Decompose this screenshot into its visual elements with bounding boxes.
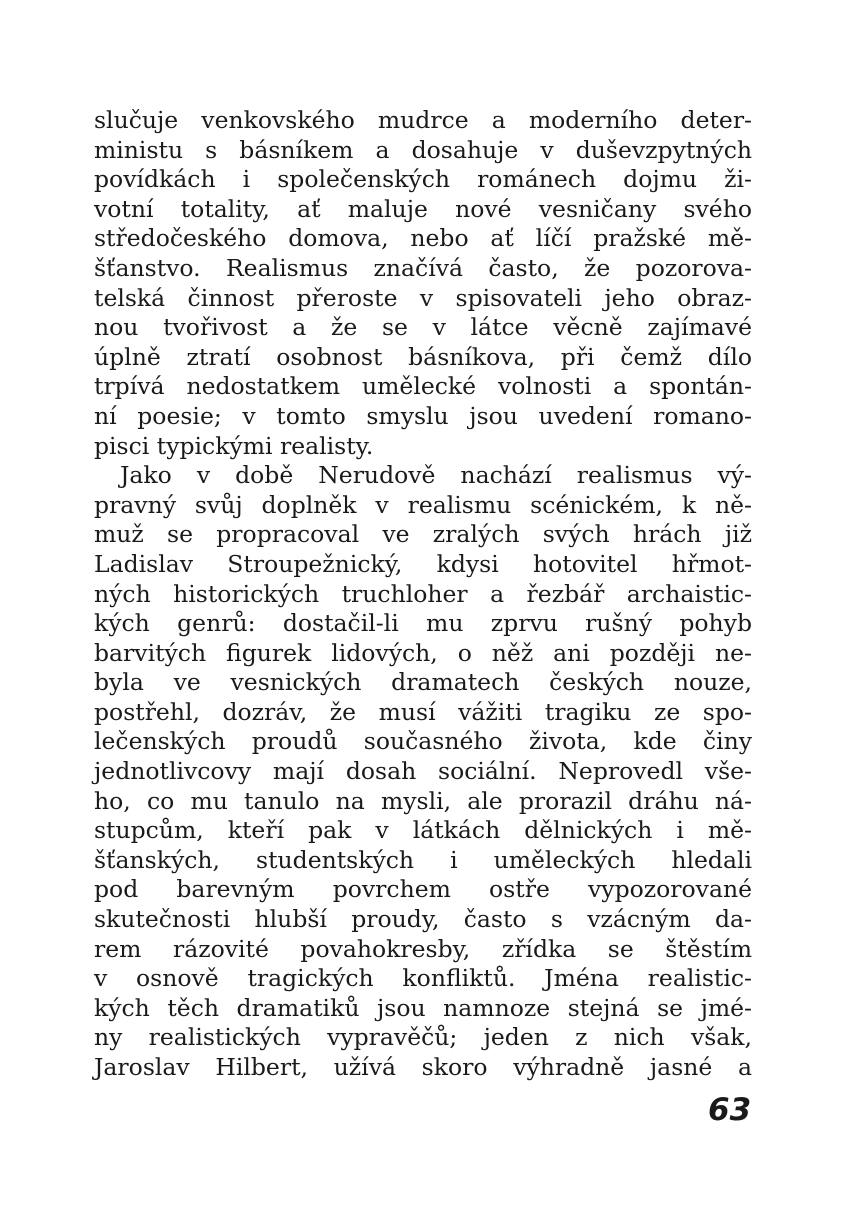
page-number: 63	[708, 1092, 752, 1128]
text-line: nou tvořivost a že se v látce věcně zajímavé	[94, 313, 752, 342]
text-line: Jaroslav Hilbert, užívá skoro výhradně jasné a	[94, 1053, 752, 1081]
text-line: muž se propracoval ve zralých svých hrách již	[94, 520, 752, 549]
text-line: postřehl, dozráv, že musí vážiti tragiku ze spo-	[94, 697, 752, 726]
text-line: stupcům, kteří pak v látkách dělnických i mě-	[94, 816, 752, 845]
body-text	[94, 106, 752, 1083]
text-line: Ladislav Stroupežnický, kdysi hotovitel hřmot-	[94, 549, 752, 578]
text-line: ministu s básníkem a dosahuje v duševzpytných	[94, 135, 752, 164]
text-line: votní totality, ať maluje nové vesničany svého	[94, 194, 752, 223]
text-line: slučuje venkovského mudrce a moderního deter-	[94, 106, 752, 134]
text-line: pravný svůj doplněk v realismu scénickém, k ně-	[94, 490, 752, 519]
text-line: rem rázovité povahokresby, zřídka se štěstím	[94, 934, 752, 963]
text-line: šťanstvo. Realismus značívá často, že pozorova-	[94, 253, 752, 282]
text-line: povídkách i společenských románech dojmu ži-	[94, 165, 752, 194]
text-line: byla ve vesnických dramatech českých nouze,	[94, 668, 752, 697]
text-line: ho, co mu tanulo na mysli, ale prorazil dráhu ná-	[94, 786, 752, 815]
text-line: ní poesie; v tomto smyslu jsou uvedení romano-	[94, 401, 752, 430]
text-line: šťanských, studentských i uměleckých hledali	[94, 845, 752, 874]
text-line: pod barevným povrchem ostře vypozorované	[94, 875, 752, 904]
text-line: kých těch dramatiků jsou namnoze stejná se jmé-	[94, 993, 752, 1022]
text-line: středočeského domova, nebo ať líčí pražské mě-	[94, 224, 752, 253]
text-line: jednotlivcovy mají dosah sociální. Neprovedl vše-	[94, 757, 752, 786]
text-line: ných historických truchloher a řezbář archaistic-	[94, 579, 752, 608]
text-line: v osnově tragických konfliktů. Jména realistic-	[94, 964, 752, 993]
text-line: úplně ztratí osobnost básníkova, při čemž dílo	[94, 342, 752, 371]
text-line: lečenských proudů současného života, kde činy	[94, 727, 752, 756]
text-line: kých genrů: dostačil-li mu zprvu rušný pohyb	[94, 609, 752, 638]
paragraph-start-line: Jako v době Nerudově nachází realismus vý-	[120, 461, 752, 490]
text-line: ny realistických vypravěčů; jeden z nich však,	[94, 1023, 752, 1052]
text-line: trpívá nedostatkem umělecké volnosti a spontán-	[94, 372, 752, 401]
text-line: skutečnosti hlubší proudy, často s vzácným da-	[94, 905, 752, 934]
text-line: telská činnost přeroste v spisovateli jeho obraz-	[94, 283, 752, 312]
paragraph-end-line: pisci typickými realisty.	[94, 431, 374, 460]
text-line: barvitých figurek lidových, o něž ani později ne-	[94, 638, 752, 667]
